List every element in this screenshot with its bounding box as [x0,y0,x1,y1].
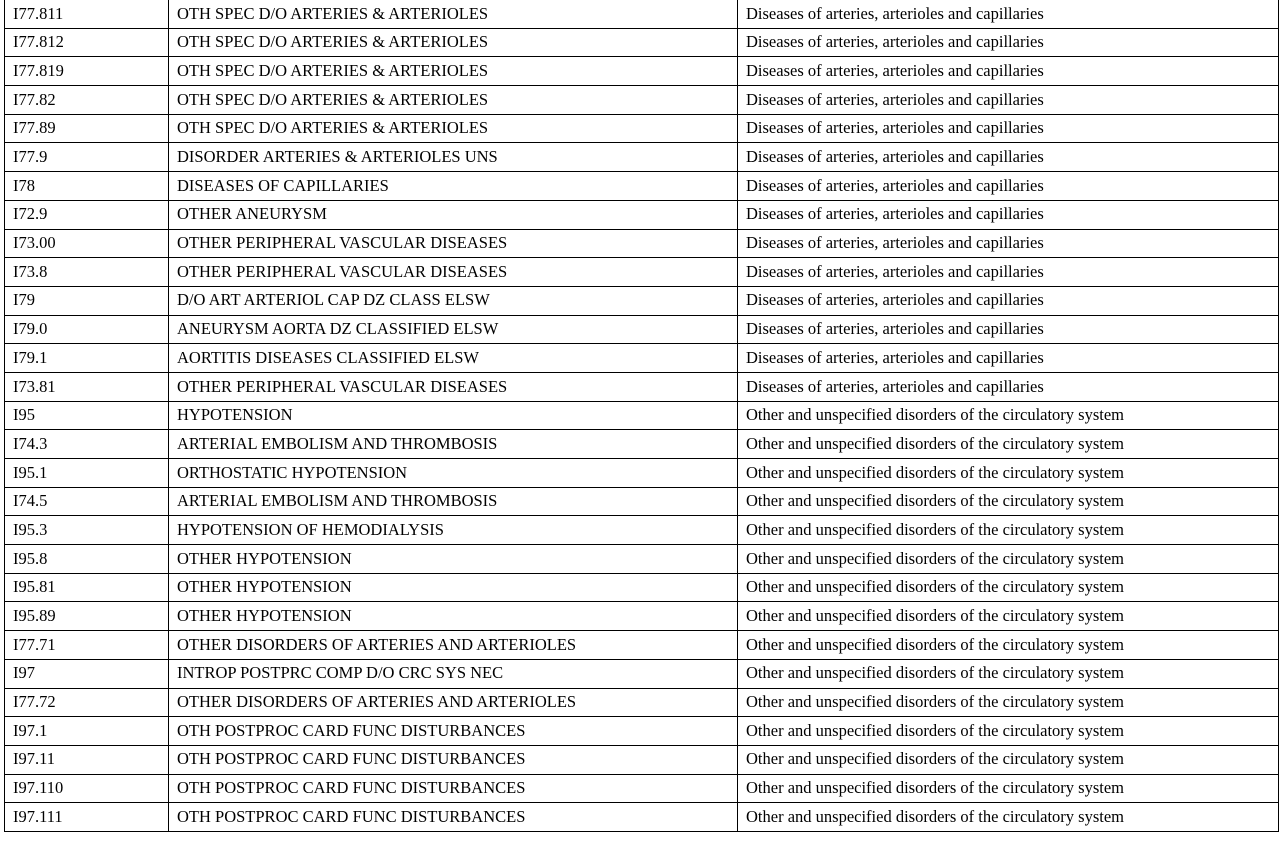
category-cell: Diseases of arteries, arterioles and capillaries [738,315,1279,344]
description-cell: OTH POSTPROC CARD FUNC DISTURBANCES [169,745,738,774]
table-row [5,774,1279,803]
table-row [5,487,1279,516]
description-cell: ARTERIAL EMBOLISM AND THROMBOSIS [169,430,738,459]
table-row [5,717,1279,746]
description-cell: OTHER PERIPHERAL VASCULAR DISEASES [169,229,738,258]
table-row [5,545,1279,574]
icd-code-cell: I97 [5,659,169,688]
category-cell: Diseases of arteries, arterioles and capillaries [738,172,1279,201]
icd-code-cell: I79.1 [5,344,169,373]
table-row [5,344,1279,373]
category-cell: Diseases of arteries, arterioles and capillaries [738,344,1279,373]
category-cell: Other and unspecified disorders of the circulatory system [738,717,1279,746]
category-cell: Other and unspecified disorders of the circulatory system [738,573,1279,602]
table-row [5,172,1279,201]
description-cell: OTHER DISORDERS OF ARTERIES AND ARTERIOLES [169,688,738,717]
description-cell: HYPOTENSION [169,401,738,430]
table-row [5,803,1279,832]
description-cell: INTROP POSTPRC COMP D/O CRC SYS NEC [169,659,738,688]
icd-code-cell: I79.0 [5,315,169,344]
icd-code-cell: I95.3 [5,516,169,545]
description-cell: D/O ART ARTERIOL CAP DZ CLASS ELSW [169,286,738,315]
table-row [5,57,1279,86]
icd-code-cell: I73.00 [5,229,169,258]
category-cell: Diseases of arteries, arterioles and capillaries [738,258,1279,287]
category-cell: Other and unspecified disorders of the circulatory system [738,631,1279,660]
table-row [5,573,1279,602]
icd-code-cell: I77.72 [5,688,169,717]
table-row [5,459,1279,488]
icd-code-cell: I95.81 [5,573,169,602]
table-row [5,143,1279,172]
description-cell: OTH POSTPROC CARD FUNC DISTURBANCES [169,803,738,832]
table-row [5,200,1279,229]
table-row [5,602,1279,631]
category-cell: Diseases of arteries, arterioles and capillaries [738,229,1279,258]
icd-code-cell: I97.11 [5,745,169,774]
table-row [5,86,1279,115]
icd-code-cell: I77.811 [5,0,169,28]
category-cell: Other and unspecified disorders of the circulatory system [738,745,1279,774]
category-cell: Diseases of arteries, arterioles and capillaries [738,200,1279,229]
description-cell: ARTERIAL EMBOLISM AND THROMBOSIS [169,487,738,516]
category-cell: Other and unspecified disorders of the circulatory system [738,401,1279,430]
table-row [5,430,1279,459]
description-cell: OTH SPEC D/O ARTERIES & ARTERIOLES [169,86,738,115]
category-cell: Diseases of arteries, arterioles and capillaries [738,372,1279,401]
category-cell: Diseases of arteries, arterioles and capillaries [738,286,1279,315]
table-body [5,0,1279,831]
icd-code-cell: I97.111 [5,803,169,832]
icd-code-cell: I77.819 [5,57,169,86]
icd-code-cell: I77.71 [5,631,169,660]
table-row [5,631,1279,660]
table-row [5,315,1279,344]
category-cell: Diseases of arteries, arterioles and capillaries [738,143,1279,172]
icd-code-table [4,0,1279,832]
icd-code-cell: I95.89 [5,602,169,631]
icd-code-cell: I77.9 [5,143,169,172]
category-cell: Diseases of arteries, arterioles and capillaries [738,28,1279,57]
icd-code-cell: I78 [5,172,169,201]
description-cell: AORTITIS DISEASES CLASSIFIED ELSW [169,344,738,373]
description-cell: OTH POSTPROC CARD FUNC DISTURBANCES [169,774,738,803]
description-cell: OTHER HYPOTENSION [169,573,738,602]
description-cell: HYPOTENSION OF HEMODIALYSIS [169,516,738,545]
icd-code-cell: I77.82 [5,86,169,115]
icd-code-cell: I79 [5,286,169,315]
description-cell: ANEURYSM AORTA DZ CLASSIFIED ELSW [169,315,738,344]
table-row [5,372,1279,401]
icd-code-cell: I73.8 [5,258,169,287]
icd-code-cell: I77.89 [5,114,169,143]
icd-code-cell: I97.1 [5,717,169,746]
description-cell: OTHER HYPOTENSION [169,602,738,631]
description-cell: OTH POSTPROC CARD FUNC DISTURBANCES [169,717,738,746]
category-cell: Other and unspecified disorders of the circulatory system [738,430,1279,459]
category-cell: Other and unspecified disorders of the circulatory system [738,545,1279,574]
description-cell: DISORDER ARTERIES & ARTERIOLES UNS [169,143,738,172]
category-cell: Other and unspecified disorders of the circulatory system [738,487,1279,516]
table-row [5,688,1279,717]
category-cell: Diseases of arteries, arterioles and capillaries [738,114,1279,143]
icd-code-cell: I72.9 [5,200,169,229]
category-cell: Other and unspecified disorders of the circulatory system [738,688,1279,717]
category-cell: Other and unspecified disorders of the circulatory system [738,459,1279,488]
table-row [5,114,1279,143]
description-cell: DISEASES OF CAPILLARIES [169,172,738,201]
category-cell: Diseases of arteries, arterioles and capillaries [738,57,1279,86]
category-cell: Diseases of arteries, arterioles and capillaries [738,0,1279,28]
description-cell: OTH SPEC D/O ARTERIES & ARTERIOLES [169,114,738,143]
category-cell: Other and unspecified disorders of the circulatory system [738,602,1279,631]
icd-code-cell: I74.3 [5,430,169,459]
description-cell: OTHER DISORDERS OF ARTERIES AND ARTERIOLES [169,631,738,660]
table-row [5,0,1279,28]
table-row [5,659,1279,688]
table-row [5,28,1279,57]
table-row [5,229,1279,258]
category-cell: Other and unspecified disorders of the circulatory system [738,774,1279,803]
category-cell: Other and unspecified disorders of the circulatory system [738,803,1279,832]
icd-code-cell: I97.110 [5,774,169,803]
category-cell: Diseases of arteries, arterioles and capillaries [738,86,1279,115]
table-row [5,401,1279,430]
icd-code-cell: I95.1 [5,459,169,488]
icd-code-cell: I95 [5,401,169,430]
table-row [5,516,1279,545]
category-cell: Other and unspecified disorders of the circulatory system [738,659,1279,688]
icd-code-cell: I77.812 [5,28,169,57]
icd-code-cell: I95.8 [5,545,169,574]
description-cell: OTHER PERIPHERAL VASCULAR DISEASES [169,258,738,287]
description-cell: ORTHOSTATIC HYPOTENSION [169,459,738,488]
table-row [5,286,1279,315]
icd-code-cell: I74.5 [5,487,169,516]
category-cell: Other and unspecified disorders of the circulatory system [738,516,1279,545]
description-cell: OTHER PERIPHERAL VASCULAR DISEASES [169,372,738,401]
icd-code-cell: I73.81 [5,372,169,401]
description-cell: OTHER HYPOTENSION [169,545,738,574]
description-cell: OTH SPEC D/O ARTERIES & ARTERIOLES [169,57,738,86]
description-cell: OTH SPEC D/O ARTERIES & ARTERIOLES [169,0,738,28]
table-row [5,258,1279,287]
table-row [5,745,1279,774]
description-cell: OTH SPEC D/O ARTERIES & ARTERIOLES [169,28,738,57]
description-cell: OTHER ANEURYSM [169,200,738,229]
